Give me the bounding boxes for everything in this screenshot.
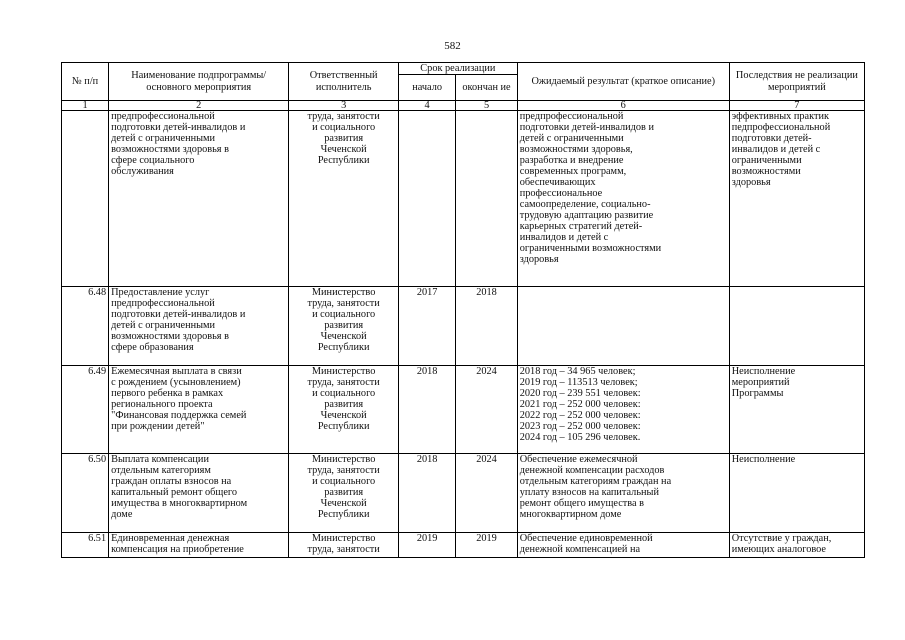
- row-consequences: Отсутствие у граждан, имеющих аналоговое: [729, 533, 864, 558]
- row-consequences: [729, 287, 864, 366]
- column-number: 6: [517, 101, 729, 111]
- row-name: Ежемесячная выплата в связи с рождением (усыновлением) первого ребенка в рамках регионального проекта "Финансовая поддержка семей при рождении детей": [109, 366, 289, 454]
- row-end: 2024: [456, 454, 517, 533]
- row-start: 2019: [398, 533, 455, 558]
- row-result: Обеспечение ежемесячной денежной компенсации расходов отдельным категориям граждан на уплату взносов на капитальный ремонт общего имущества в многоквартирном доме: [517, 454, 729, 533]
- header-executor: Ответственный исполнитель: [289, 63, 399, 101]
- row-num: 6.49: [62, 366, 109, 454]
- column-number-row: [62, 101, 865, 111]
- header-end: окончан ие: [456, 75, 517, 101]
- column-number: 1: [62, 101, 109, 111]
- row-executor: Министерство труда, занятости: [289, 533, 399, 558]
- header-start: начало: [398, 75, 455, 101]
- row-num: 6.50: [62, 454, 109, 533]
- row-start: 2017: [398, 287, 455, 366]
- page-number: 582: [444, 40, 461, 52]
- header-period: Срок реализации: [398, 63, 517, 75]
- table-row: [62, 111, 865, 287]
- row-executor: Министерство труда, занятости и социального развития Чеченской Республики: [289, 454, 399, 533]
- table-row: [62, 533, 865, 558]
- header-result: Ожидаемый результат (краткое описание): [517, 63, 729, 101]
- program-table: [61, 62, 865, 558]
- row-name: Единовременная денежная компенсация на приобретение: [109, 533, 289, 558]
- row-start: 2018: [398, 366, 455, 454]
- row-num: [62, 111, 109, 287]
- row-name: Выплата компенсации отдельным категориям граждан оплаты взносов на капитальный ремонт общего имущества в многоквартирном доме: [109, 454, 289, 533]
- row-start: 2018: [398, 454, 455, 533]
- column-number: 2: [109, 101, 289, 111]
- table-row: [62, 287, 865, 366]
- row-name: Предоставление услуг предпрофессиональной подготовки детей-инвалидов и детей с ограниченными возможностями здоровья в сфере образования: [109, 287, 289, 366]
- row-executor: труда, занятости и социального развития Чеченской Республики: [289, 111, 399, 287]
- table-row: [62, 366, 865, 454]
- row-consequences: эффективных практик педпрофессиональной подготовки детей- инвалидов и детей с ограниченными возможностями здоровья: [729, 111, 864, 287]
- row-num: 6.48: [62, 287, 109, 366]
- row-end: 2019: [456, 533, 517, 558]
- row-result: [517, 287, 729, 366]
- table-row: [62, 454, 865, 533]
- row-result: предпрофессиональной подготовки детей-инвалидов и детей с ограниченными возможностями здоровья, разработка и внедрение современных программ, обеспечивающих профессиональное самоопределение, социально- трудовую адаптацию развитие карьерных стратегий детей- инвалидов и детей с ограниченными возможностями здоровья: [517, 111, 729, 287]
- row-num: 6.51: [62, 533, 109, 558]
- row-name: предпрофессиональной подготовки детей-инвалидов и детей с ограниченными возможностями здоровья в сфере социального обслуживания: [109, 111, 289, 287]
- row-start: [398, 111, 455, 287]
- row-result: Обеспечение единовременной денежной компенсацией на: [517, 533, 729, 558]
- column-number: 7: [729, 101, 864, 111]
- row-result: 2018 год – 34 965 человек; 2019 год – 113513 человек; 2020 год – 239 551 человек: 2021 год – 252 000 человек: 2022 год – 252 000 человек: 2023 год – 252 000 человек: 2024 год – 105 296 человек.: [517, 366, 729, 454]
- row-end: [456, 111, 517, 287]
- header-name: Наименование подпрограммы/ основного мероприятия: [109, 63, 289, 101]
- row-end: 2024: [456, 366, 517, 454]
- row-consequences: Неисполнение: [729, 454, 864, 533]
- column-number: 3: [289, 101, 399, 111]
- column-number: 4: [398, 101, 455, 111]
- row-executor: Министерство труда, занятости и социального развития Чеченской Республики: [289, 287, 399, 366]
- row-consequences: Неисполнение мероприятий Программы: [729, 366, 864, 454]
- row-end: 2018: [456, 287, 517, 366]
- row-executor: Министерство труда, занятости и социального развития Чеченской Республики: [289, 366, 399, 454]
- header-num: № п/п: [62, 63, 109, 101]
- header-consequences: Последствия не реализации мероприятий: [729, 63, 864, 101]
- column-number: 5: [456, 101, 517, 111]
